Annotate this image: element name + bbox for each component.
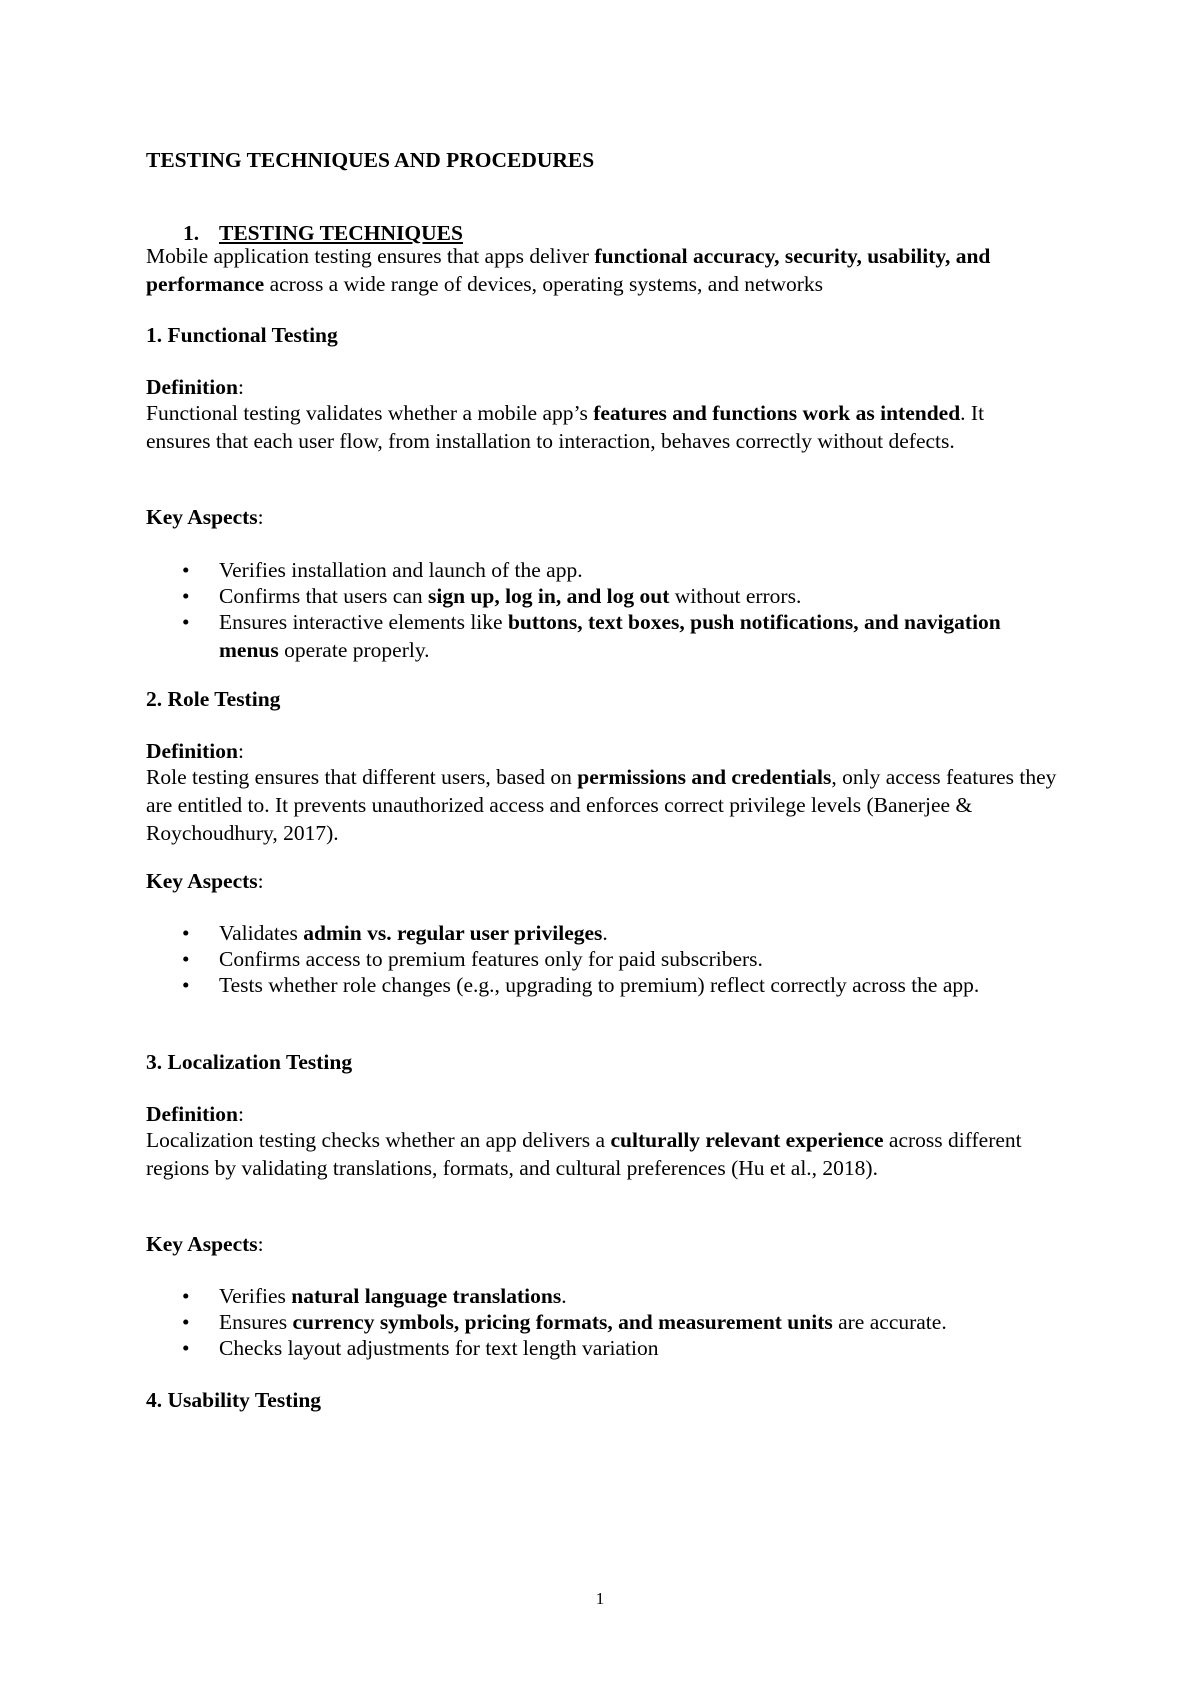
document-title: TESTING TECHNIQUES AND PROCEDURES [146, 148, 595, 172]
bullet-icon: • [182, 1310, 190, 1334]
bullet-icon: • [182, 558, 190, 582]
bullet-icon: • [182, 921, 190, 945]
intro-emphasis: functional accuracy, security, usability, and performance [146, 244, 991, 296]
bullet-icon: • [182, 1336, 190, 1360]
intro-paragraph: Mobile application testing ensures that apps deliver functional accuracy, security, usability, and performance across a wide range of devices, operating systems, and networks [146, 244, 991, 296]
bullet-icon: • [182, 947, 190, 971]
key-aspects-label: Key Aspects: [146, 869, 264, 893]
definition-text: Role testing ensures that different users, based on permissions and credentials, only access features they are entitled to. It prevents unauthorized access and enforces correct privilege levels (Banerjee & Roychoudhury, 2017). [146, 765, 1057, 845]
bullet-icon: • [182, 584, 190, 608]
subsection-heading-role: 2. Role Testing [146, 687, 281, 711]
page-number: 1 [595, 1589, 605, 1608]
key-aspects-label: Key Aspects: [146, 505, 264, 529]
definition-text: Localization testing checks whether an app delivers a culturally relevant experience across different regions by validating translations, formats, and cultural preferences (Hu et al., 2018). [146, 1128, 1022, 1180]
key-aspects-label: Key Aspects: [146, 1232, 264, 1256]
bullet-icon: • [182, 973, 190, 997]
bullet-icon: • [182, 1284, 190, 1308]
subsection-heading-functional: 1. Functional Testing [146, 323, 338, 347]
definition-text: Functional testing validates whether a mobile app’s features and functions work as intended. It ensures that each user flow, from installation to interaction, behaves correctly without defects. [146, 401, 985, 453]
subsection-heading-usability: 4. Usability Testing [146, 1388, 322, 1412]
subsection-heading-localization: 3. Localization Testing [146, 1050, 353, 1074]
section-number: 1. [183, 221, 200, 245]
bullet-icon: • [182, 610, 190, 634]
document-page: TESTING TECHNIQUES AND PROCEDURES 1. TESTING TECHNIQUES Mobile application testing ensures that apps deliver functional accuracy, security, usability, and performance across a wide range of devices, operating systems, and networks 1. Functional Testing Definition: Functional testing validates whether a mobile app’s features and functions work as intended. It ensures that each user flow, from installation to interaction, behaves correctly without defects. Key Aspects: • Verifies installation and launch of the app. • Confirms that users can sign up, log in, and log out without errors. • Ensures interactive elements like buttons, text boxes, push notifications, and navigation menus operate properly. 2. Role Testing Definition: Role testing ensures that different users, based on permissions and credentials, only access features they are entitled to. It prevents unauthorized access and enforces correct privilege levels (Banerjee & Roychoudhury, 2017). Key Aspects: • Validates admin vs. regular user privileges. • Confirms access to premium features only for paid subscribers. • Tests whether role changes (e.g., upgrading to premium) reflect correctly across the app. 3. Localization Testing Definition: Localization testing checks whether an app delivers a culturally relevant experience across different regions by validating translations, formats, and cultural preferences (Hu et al., 2018). Key Aspects: • Verifies natural language translations. • Ensures currency symbols, pricing formats, and measurement units are accurate. • Checks layout adjustments for text length variation 4. Usability Testing 1 [0, 0, 1200, 1696]
section-heading: TESTING TECHNIQUES [219, 221, 463, 245]
definition-label: Definition: [146, 739, 244, 763]
definition-label: Definition: [146, 1102, 244, 1126]
definition-label: Definition: [146, 375, 244, 399]
